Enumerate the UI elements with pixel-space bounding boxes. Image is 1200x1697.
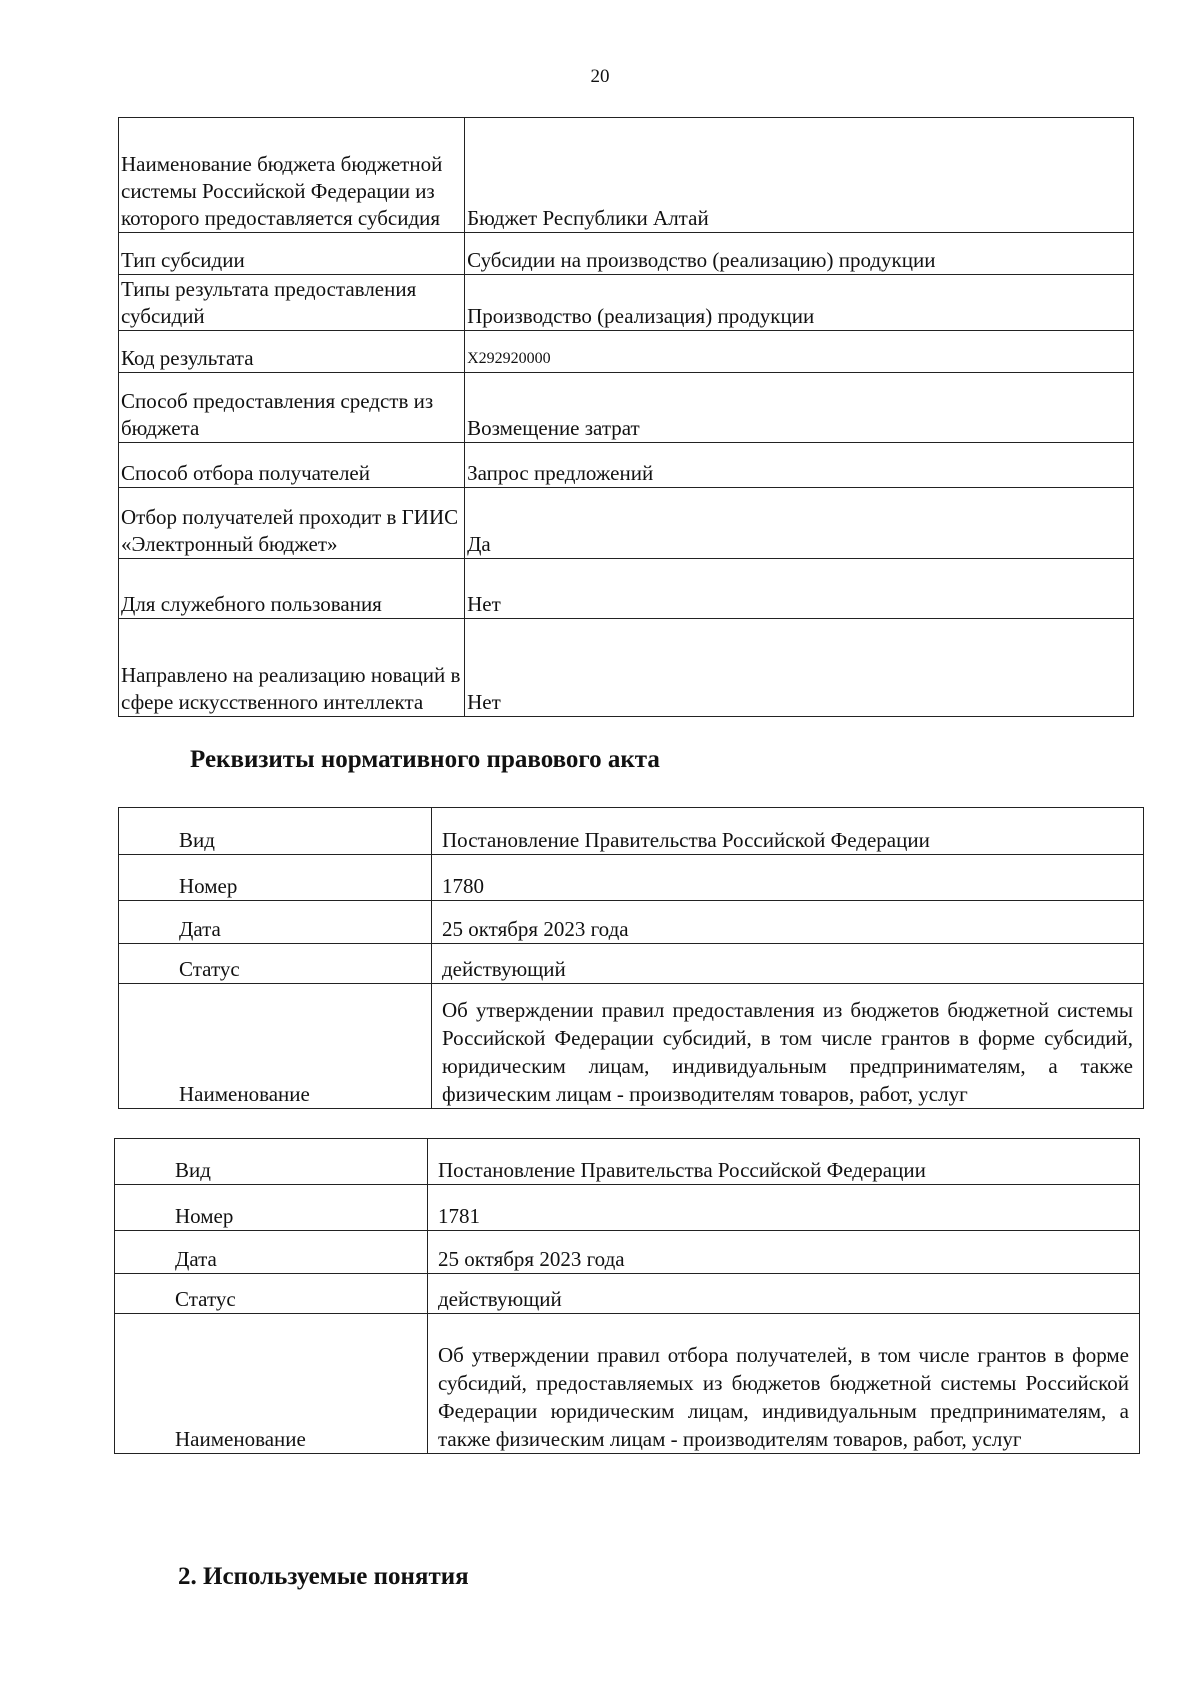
act-type-value: Постановление Правительства Российской Федерации <box>428 1139 1140 1185</box>
row-label: Направлено на реализацию новаций в сфере искусственного интеллекта <box>119 619 465 717</box>
act-number-label: Номер <box>115 1185 428 1231</box>
row-value: Возмещение затрат <box>465 373 1134 443</box>
row-value: X292920000 <box>465 331 1134 373</box>
table-row <box>119 944 1144 984</box>
act-name-value: Об утверждении правил предоставления из бюджетов бюджетной системы Российской Федерации субсидий, в том числе грантов в форме субсидий, юридическим лицам, индивидуальным предпринимателям, а также физическим лицам - производителям товаров, работ, услуг <box>432 984 1144 1109</box>
act-status-label: Статус <box>115 1274 428 1314</box>
act-date-label: Дата <box>115 1231 428 1274</box>
act-number-value: 1780 <box>432 855 1144 901</box>
subsidy-info-table <box>118 117 1134 717</box>
row-label: Способ отбора получателей <box>119 443 465 488</box>
act-name-value: Об утверждении правил отбора получателей, в том числе грантов в форме субсидий, предоставляемых из бюджетов бюджетной системы Российской Федерации юридическим лицам, индивидуальным предпринимателям, а также физическим лицам - производителям товаров, работ, услуг <box>428 1314 1140 1454</box>
act-type-value: Постановление Правительства Российской Федерации <box>432 808 1144 855</box>
act-type-label: Вид <box>119 808 432 855</box>
table-row <box>115 1139 1140 1185</box>
act-date-label: Дата <box>119 901 432 944</box>
row-value: Нет <box>465 619 1134 717</box>
table-row <box>119 331 1134 373</box>
table-row <box>115 1231 1140 1274</box>
table-row <box>119 855 1144 901</box>
act-number-label: Номер <box>119 855 432 901</box>
row-value: Производство (реализация) продукции <box>465 275 1134 331</box>
act-status-label: Статус <box>119 944 432 984</box>
table-row <box>115 1185 1140 1231</box>
table-row <box>119 233 1134 275</box>
table-row <box>115 1314 1140 1454</box>
table-row <box>119 443 1134 488</box>
table-row <box>119 275 1134 331</box>
row-label: Способ предоставления средств из бюджета <box>119 373 465 443</box>
act-status-value: действующий <box>432 944 1144 984</box>
act-status-value: действующий <box>428 1274 1140 1314</box>
row-label: Типы результата предоставления субсидий <box>119 275 465 331</box>
table-row <box>119 808 1144 855</box>
act-name-label: Наименование <box>119 984 432 1109</box>
table-row <box>119 901 1144 944</box>
section-title-concepts: 2. Используемые понятия <box>178 1563 469 1590</box>
legal-act-table-2 <box>114 1138 1140 1454</box>
table-row <box>119 984 1144 1109</box>
row-value: Нет <box>465 559 1134 619</box>
act-date-value: 25 октября 2023 года <box>428 1231 1140 1274</box>
row-value: Запрос предложений <box>465 443 1134 488</box>
row-label: Наименование бюджета бюджетной системы Российской Федерации из которого предоставляется субсидия <box>119 118 465 233</box>
table-row <box>119 488 1134 559</box>
page-number: 20 <box>590 66 610 87</box>
row-label: Код результата <box>119 331 465 373</box>
act-number-value: 1781 <box>428 1185 1140 1231</box>
table-row <box>119 373 1134 443</box>
legal-act-table-1 <box>118 807 1144 1109</box>
table-row <box>119 619 1134 717</box>
row-label: Отбор получателей проходит в ГИИС «Электронный бюджет» <box>119 488 465 559</box>
act-name-label: Наименование <box>115 1314 428 1454</box>
section-title-requisites: Реквизиты нормативного правового акта <box>190 746 660 773</box>
table-row <box>119 118 1134 233</box>
row-value: Да <box>465 488 1134 559</box>
row-value: Субсидии на производство (реализацию) продукции <box>465 233 1134 275</box>
table-row <box>119 559 1134 619</box>
row-label: Для служебного пользования <box>119 559 465 619</box>
row-label: Тип субсидии <box>119 233 465 275</box>
table-row <box>115 1274 1140 1314</box>
act-date-value: 25 октября 2023 года <box>432 901 1144 944</box>
act-type-label: Вид <box>115 1139 428 1185</box>
row-value: Бюджет Республики Алтай <box>465 118 1134 233</box>
